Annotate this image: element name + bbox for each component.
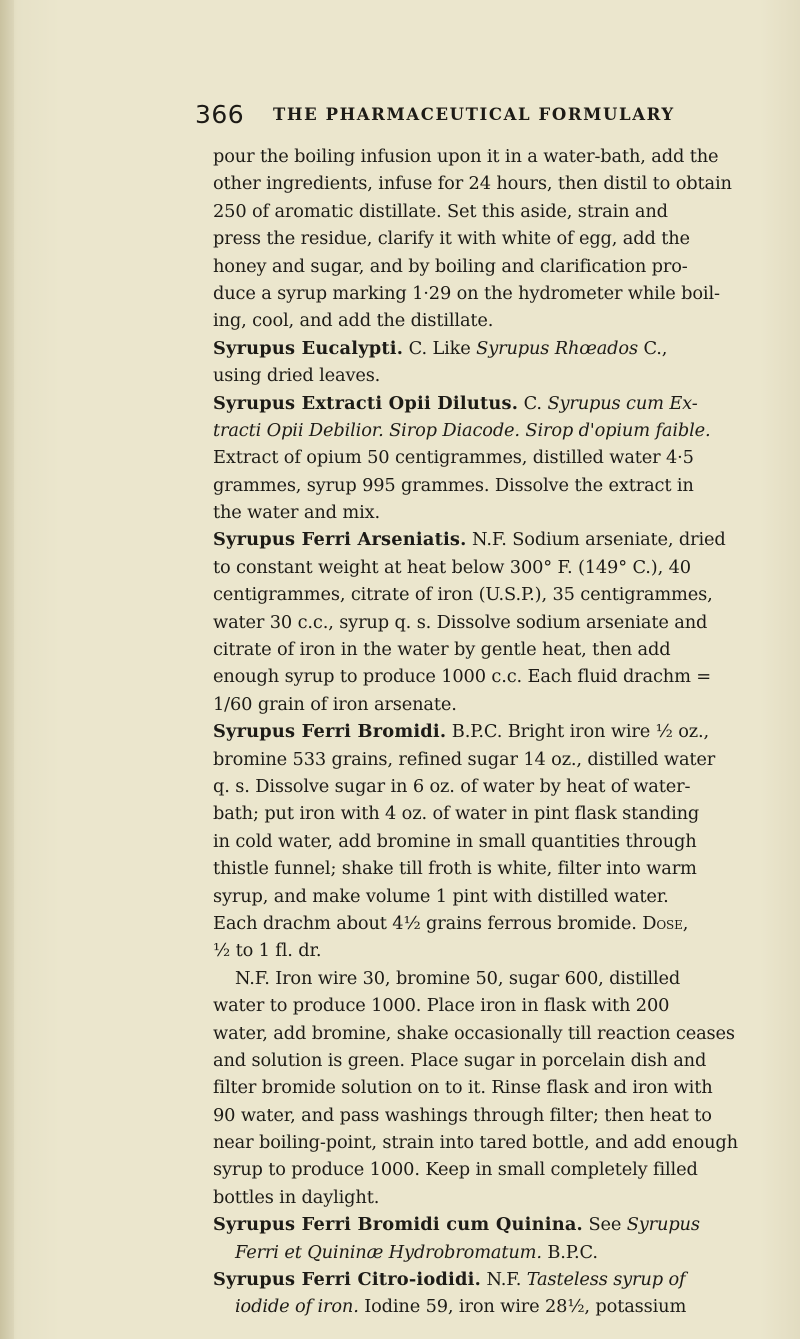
text-span: using dried leaves. — [213, 365, 381, 387]
text-line — [213, 1239, 766, 1266]
entry-heading: Syrupus Ferri Bromidi. — [213, 721, 447, 743]
text-span: Iodine 59, iron wire 28½, potassium — [358, 1296, 687, 1318]
italic-text: iodide of iron. — [235, 1296, 359, 1318]
text-line — [213, 965, 766, 992]
text-line — [213, 307, 766, 334]
text-line — [213, 1102, 766, 1129]
text-span: water to produce 1000. Place iron in flask with 200 — [213, 995, 670, 1017]
text-span: near boiling-point, strain into tared bottle, and add enough — [213, 1132, 738, 1154]
entry-heading: Syrupus Ferri Citro-iodidi. — [213, 1269, 481, 1291]
text-span: thistle funnel; shake till froth is white, filter into warm — [213, 858, 697, 880]
text-span: C. — [518, 392, 548, 414]
entry-heading: Syrupus Ferri Bromidi cum Quinina. — [213, 1214, 583, 1236]
text-line — [213, 472, 766, 499]
text-line — [213, 170, 766, 197]
text-span: N.F. Iron wire 30, bromine 50, sugar 600, distilled — [235, 967, 681, 989]
text-span: and solution is green. Place sugar in porcelain dish and — [213, 1049, 707, 1071]
text-line — [213, 444, 766, 471]
text-span: ing, cool, and add the distillate. — [213, 310, 494, 332]
text-span: bromine 533 grains, refined sugar 14 oz., distilled water — [213, 748, 716, 770]
text-line — [213, 691, 766, 718]
text-line — [213, 390, 766, 417]
text-line — [213, 526, 766, 553]
text-span: the water and mix. — [213, 502, 381, 524]
text-line — [213, 554, 766, 581]
text-line — [213, 992, 766, 1019]
entry-heading: Syrupus Eucalypti. — [213, 337, 404, 359]
text-span: B.P.C. — [541, 1241, 598, 1263]
text-span: press the residue, clarify it with white of egg, add the — [213, 228, 690, 250]
text-span: grammes, syrup 995 grammes. Dissolve the extract in — [213, 474, 694, 496]
text-span: N.F. Sodium arseniate, dried — [466, 529, 726, 551]
text-span: 90 water, and pass washings through filter; then heat to — [213, 1104, 712, 1126]
text-span: pour the boiling infusion upon it in a water-bath, add the — [213, 146, 719, 167]
text-span: 1/60 grain of iron arsenate. — [213, 693, 457, 715]
text-span: water 30 c.c., syrup q. s. Dissolve sodium arseniate and — [213, 611, 708, 633]
text-span: enough syrup to produce 1000 c.c. Each fluid drachm = — [213, 666, 712, 688]
text-span: duce a syrup marking 1·29 on the hydrometer while boil- — [213, 282, 720, 304]
text-line — [213, 362, 766, 389]
text-line — [213, 609, 766, 636]
text-line — [213, 910, 766, 937]
text-span: water, add bromine, shake occasionally till reaction ceases — [213, 1022, 735, 1044]
text-line — [213, 499, 766, 526]
text-span: in cold water, add bromine in small quantities through — [213, 830, 697, 852]
text-span: 250 of aromatic distillate. Set this aside, strain and — [213, 200, 668, 222]
text-line — [213, 198, 766, 225]
body-text — [213, 143, 766, 1321]
text-line — [213, 773, 766, 800]
text-line — [213, 1211, 766, 1238]
text-line — [213, 636, 766, 663]
text-line — [213, 1266, 766, 1293]
text-span: , — [682, 912, 689, 934]
text-span: q. s. Dissolve sugar in 6 oz. of water by heat of water- — [213, 775, 691, 797]
text-line — [213, 855, 766, 882]
text-line — [213, 143, 766, 170]
text-span: centigrammes, citrate of iron (U.S.P.), 35 centigrammes, — [213, 584, 713, 606]
text-line — [213, 718, 766, 745]
text-span: C. Like — [403, 337, 477, 359]
page-gutter — [0, 0, 14, 1339]
text-line — [213, 1184, 766, 1211]
running-title: THE PHARMACEUTICAL FORMULARY — [273, 105, 675, 124]
text-span: Extract of opium 50 centigrammes, distilled water 4·5 — [213, 447, 694, 469]
page-number: 366 — [195, 100, 245, 129]
text-span: syrup, and make volume 1 pint with distilled water. — [213, 885, 669, 907]
text-span: ½ to 1 fl. dr. — [213, 940, 322, 962]
text-span: honey and sugar, and by boiling and clarification pro- — [213, 255, 688, 277]
text-span: B.P.C. Bright iron wire ½ oz., — [446, 721, 710, 743]
text-span: bottles in daylight. — [213, 1186, 380, 1208]
text-line — [213, 225, 766, 252]
entry-heading: Syrupus Ferri Arseniatis. — [213, 529, 467, 551]
text-line — [213, 1129, 766, 1156]
italic-text: Ferri et Quininæ Hydrobromatum. — [235, 1241, 542, 1263]
text-span: citrate of iron in the water by gentle heat, then add — [213, 639, 671, 661]
text-span: C., — [637, 337, 668, 359]
text-line — [213, 581, 766, 608]
text-span: See — [582, 1214, 627, 1236]
text-line — [213, 253, 766, 280]
text-span: Dose — [642, 912, 683, 934]
text-line — [213, 937, 766, 964]
page-header — [195, 100, 755, 136]
text-span: syrup to produce 1000. Keep in small completely filled — [213, 1159, 698, 1181]
text-line — [213, 1020, 766, 1047]
text-span: filter bromide solution on to it. Rinse flask and iron with — [213, 1077, 713, 1099]
text-line — [213, 883, 766, 910]
italic-text: Syrupus Rhœados — [476, 337, 638, 359]
text-line — [213, 335, 766, 362]
text-line — [213, 1293, 766, 1320]
text-line — [213, 280, 766, 307]
text-span: other ingredients, infuse for 24 hours, then distil to obtain — [213, 173, 732, 195]
italic-text: Tasteless syrup of — [526, 1269, 686, 1291]
italic-text: Syrupus cum Ex- — [547, 392, 698, 414]
text-line — [213, 828, 766, 855]
text-line — [213, 1047, 766, 1074]
text-span: to constant weight at heat below 300° F. (149° C.), 40 — [213, 556, 691, 578]
text-line — [213, 746, 766, 773]
italic-text: tracti Opii Debilior. Sirop Diacode. Sirop d'opium faible. — [213, 419, 711, 441]
text-line — [213, 663, 766, 690]
text-line — [213, 1074, 766, 1101]
text-line — [213, 1156, 766, 1183]
text-line — [213, 800, 766, 827]
text-span: Each drachm about 4½ grains ferrous bromide. — [213, 912, 643, 934]
text-span: bath; put iron with 4 oz. of water in pint flask standing — [213, 803, 700, 825]
text-line — [213, 417, 766, 444]
entry-heading: Syrupus Extracti Opii Dilutus. — [213, 392, 519, 414]
text-span: N.F. — [481, 1269, 527, 1291]
italic-text: Syrupus — [626, 1214, 700, 1236]
